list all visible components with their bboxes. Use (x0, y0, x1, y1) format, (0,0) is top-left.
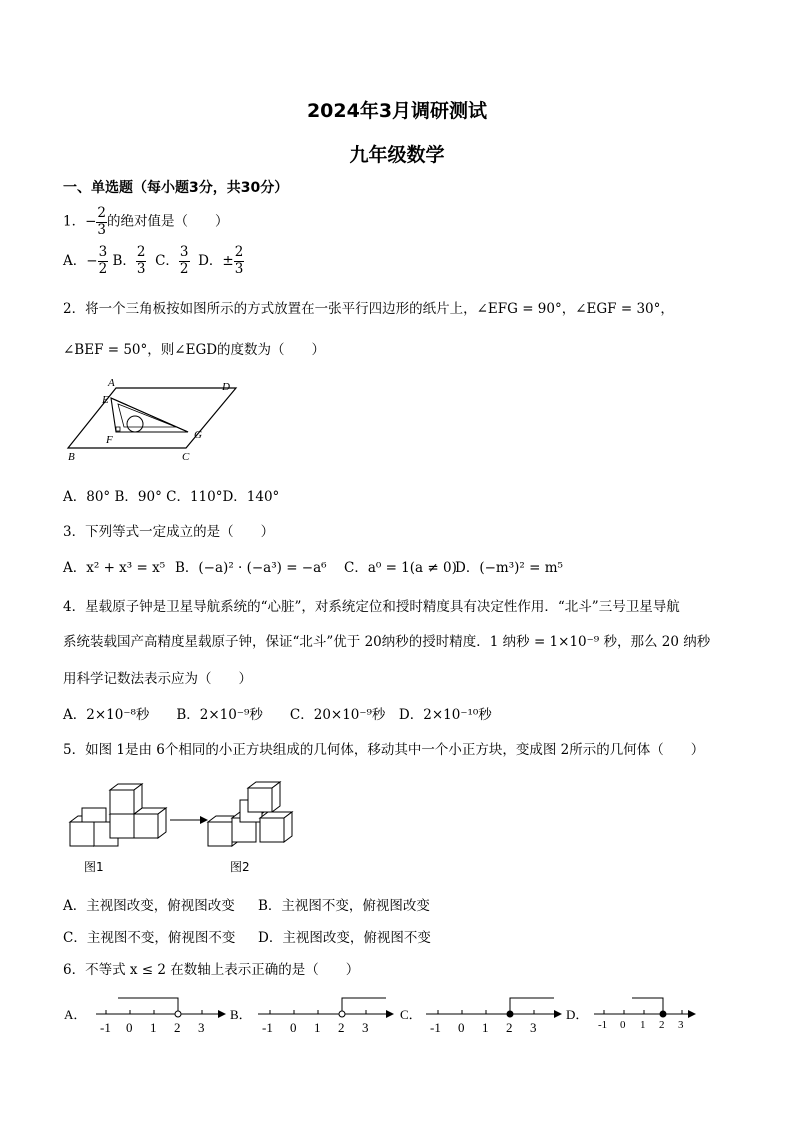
label-f: F (106, 434, 113, 446)
number-lines (60, 990, 710, 1040)
figure-1-caption: 图1 (84, 860, 104, 874)
svg-text:0: 0 (458, 1020, 465, 1035)
svg-text:3: 3 (198, 1020, 205, 1035)
figure-1-cubes (70, 784, 166, 846)
svg-text:1: 1 (482, 1020, 489, 1035)
svg-text:0: 0 (126, 1020, 133, 1035)
svg-text:2: 2 (338, 1020, 345, 1035)
question-4-options: A．2×10⁻⁸秒 B．2×10⁻⁹秒 C．20×10⁻⁹秒 D．2×10⁻¹⁰秒 (63, 707, 492, 723)
question-3-option-b: B．(−a)² · (−a³) = −a⁶ (175, 560, 327, 576)
number-line-b (230, 998, 394, 1035)
svg-text:3: 3 (678, 1019, 684, 1031)
question-3-option-d: D．(−m³)² = m⁵ (455, 560, 563, 576)
section-heading: 一、单选题（每小题3分，共30分） (63, 180, 289, 196)
question-3-option-c: C．a⁰ = 1(a ≠ 0) (344, 560, 457, 576)
figure-2-caption: 图2 (230, 860, 250, 874)
question-1: 1．− $\frac{2}{3}$ 的绝对值是（ ） (63, 205, 229, 238)
cubes-figure (66, 778, 316, 850)
question-stem: 的绝对值是（ ） (107, 213, 229, 230)
question-5-option-a: A．主视图改变，俯视图改变 (63, 898, 235, 914)
question-1-options (63, 246, 244, 276)
question-number: 1． (63, 213, 86, 230)
question-5-option-b: B．主视图不变，俯视图改变 (258, 898, 430, 914)
question-5-option-c: C．主视图不变，俯视图不变 (63, 930, 236, 946)
question-3-option-a: A．x² + x³ = x⁵ (63, 560, 166, 576)
svg-text:A．: A． (64, 1007, 87, 1022)
svg-text:-1: -1 (430, 1020, 441, 1035)
figure-2-cubes (208, 782, 292, 846)
number-line-a (64, 998, 226, 1035)
svg-text:0: 0 (290, 1020, 297, 1035)
question-4-line-2: 系统装载国产高精度星载原子钟，保证“北斗”优于 20纳秒的授时精度．1 纳秒 = 1×10⁻⁹ 秒，那么 20 纳秒 (63, 634, 711, 650)
svg-text:2: 2 (174, 1020, 181, 1035)
fraction: $\frac{2}{3}$ (97, 205, 106, 238)
svg-text:-1: -1 (262, 1020, 273, 1035)
paper-subtitle: 九年级数学 (349, 144, 445, 166)
svg-text:3: 3 (530, 1020, 537, 1035)
number-line-c (400, 998, 562, 1035)
svg-text:C．: C． (400, 1007, 422, 1022)
option-a: A．− $\frac{3}{2}$ (63, 244, 108, 277)
question-6-stem: 6．不等式 x ≤ 2 在数轴上表示正确的是（ ） (63, 962, 360, 978)
svg-text:2: 2 (659, 1019, 665, 1031)
question-3-stem: 3．下列等式一定成立的是（ ） (63, 524, 275, 540)
svg-text:B．: B． (230, 1007, 252, 1022)
question-5-option-d: D．主视图改变，俯视图不变 (258, 930, 431, 946)
svg-text:D．: D． (566, 1007, 589, 1022)
svg-text:-1: -1 (598, 1019, 608, 1031)
question-2-line-1: 2．将一个三角板按如图所示的方式放置在一张平行四边形的纸片上，∠EFG = 90°，∠EGF = 30°， (63, 301, 674, 317)
paper-title: 2024年3月调研测试 (306, 100, 488, 122)
svg-text:-1: -1 (100, 1020, 111, 1035)
label-e: E (102, 394, 109, 406)
question-5-stem: 5．如图 1是由 6个相同的小正方块组成的几何体，移动其中一个小正方块，变成图 2所示的几何体（ ） (63, 742, 705, 758)
svg-text:3: 3 (362, 1020, 369, 1035)
svg-text:2: 2 (506, 1020, 513, 1035)
parallelogram-figure (64, 372, 244, 464)
question-2-line-2: ∠BEF = 50°，则∠EGD的度数为（ ） (63, 342, 326, 358)
question-4-line-1: 4．星载原子钟是卫星导航系统的“心脏”，对系统定位和授时精度具有决定性作用．“北斗”三号卫星导航 (63, 599, 680, 615)
label-a: A (108, 377, 115, 389)
question-4-line-3: 用科学记数法表示应为（ ） (63, 671, 252, 687)
svg-text:1: 1 (150, 1020, 157, 1035)
label-g: G (194, 429, 202, 441)
option-c: C． $\frac{3}{2}$ (155, 244, 189, 277)
svg-text:1: 1 (314, 1020, 321, 1035)
label-d: D (222, 381, 230, 393)
option-d: D．± $\frac{2}{3}$ (198, 244, 244, 277)
svg-text:1: 1 (640, 1019, 646, 1031)
label-b: B (68, 451, 75, 463)
question-2-options: A．80° B．90° C．110°D．140° (63, 489, 280, 505)
svg-text:0: 0 (620, 1019, 626, 1031)
label-c: C (182, 451, 190, 463)
option-b: B． $\frac{2}{3}$ (112, 244, 146, 277)
number-line-d (566, 998, 696, 1031)
